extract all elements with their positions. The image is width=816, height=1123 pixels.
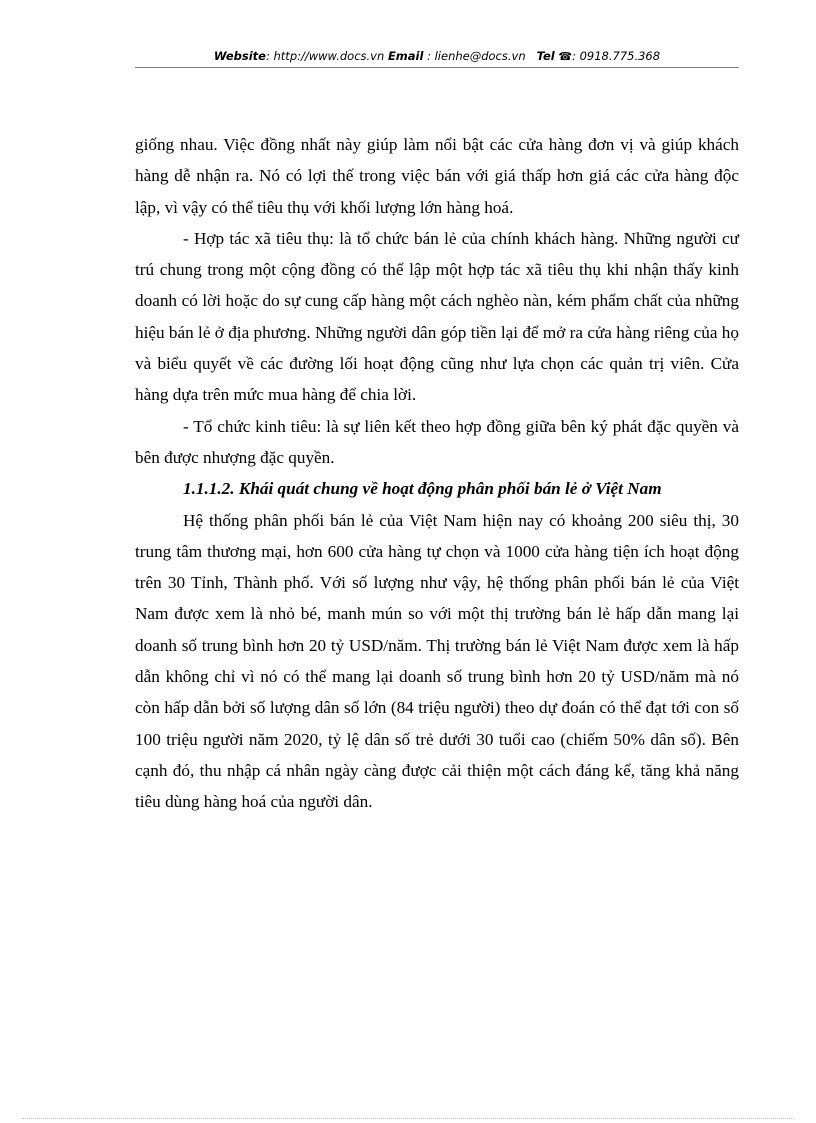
email-value: : lienhe@docs.vn xyxy=(423,49,526,63)
tel-label: Tel xyxy=(536,49,555,63)
tel-value: : 0918.775.368 xyxy=(572,49,661,63)
page-header xyxy=(135,48,739,68)
website-value: : http://www.docs.vn xyxy=(265,49,385,63)
paragraph-cooperative: - Hợp tác xã tiêu thụ: là tổ chức bán lẻ của chính khách hàng. Những người cư trú chung trong một cộng đồng có thể lập một hợp tác xã tiêu thụ khi nhận thấy kinh doanh có lời hoặc do sự cung cấp hàng một cách nghèo nàn, kém phẩm chất của những hiệu bán lẻ ở địa phương. Những người dân góp tiền lại để mở ra cửa hàng riêng của họ và biểu quyết về các đường lối hoạt động cũng như lựa chọn các quản trị viên. Cửa hàng dựa trên mức mua hàng để chia lời. xyxy=(135,228,739,405)
section-heading: 1.1.1.2. Khái quát chung về hoạt động phân phối bán lẻ ở Việt Nam xyxy=(183,479,662,499)
email-label: Email xyxy=(387,49,424,63)
paragraph-retail-overview: Hệ thống phân phối bán lẻ của Việt Nam hiện nay có khoảng 200 siêu thị, 30 trung tâm thương mại, hơn 600 cửa hàng tự chọn và 1000 cửa hàng tiện ích hoạt động trên 30 Tỉnh, Thành phố. Với số lượng như vậy, hệ thống phân phối bán lẻ của Việt Nam được xem là nhỏ bé, manh mún so với một thị trường bán lẻ hấp dẫn mang lại doanh số trung bình hơn 20 tỷ USD/năm. Thị trường bán lẻ Việt Nam được xem là hấp dẫn không chỉ vì nó có thể mang lại doanh số trung bình hơn 20 tỷ USD/năm mà nó còn hấp dẫn bởi số lượng dân số lớn (84 triệu người) theo dự đoán có thể đạt tới con số 100 triệu người năm 2020, tỷ lệ dân số trẻ dưới 30 tuổi cao (chiếm 50% dân số). Bên cạnh đó, thu nhập cá nhân ngày càng được cải thiện một cách đáng kể, tăng khả năng tiêu dùng hàng hoá của người dân. xyxy=(135,510,739,812)
document-body xyxy=(135,129,739,818)
paragraph-franchise: - Tổ chức kinh tiêu: là sự liên kết theo hợp đồng giữa bên ký phát đặc quyền và bên được nhượng đặc quyền. xyxy=(135,416,739,467)
paragraph-continuation: giống nhau. Việc đồng nhất này giúp làm nổi bật các cửa hàng đơn vị và giúp khách hàng dễ nhận ra. Nó có lợi thế trong việc bán với giá thấp hơn giá các cửa hàng độc lập, vì vậy có thể tiêu thụ với khối lượng lớn hàng hoá. xyxy=(135,135,739,217)
page-bottom-divider xyxy=(22,1118,794,1119)
website-label: Website xyxy=(213,49,266,63)
phone-icon: ☎ xyxy=(558,50,573,63)
